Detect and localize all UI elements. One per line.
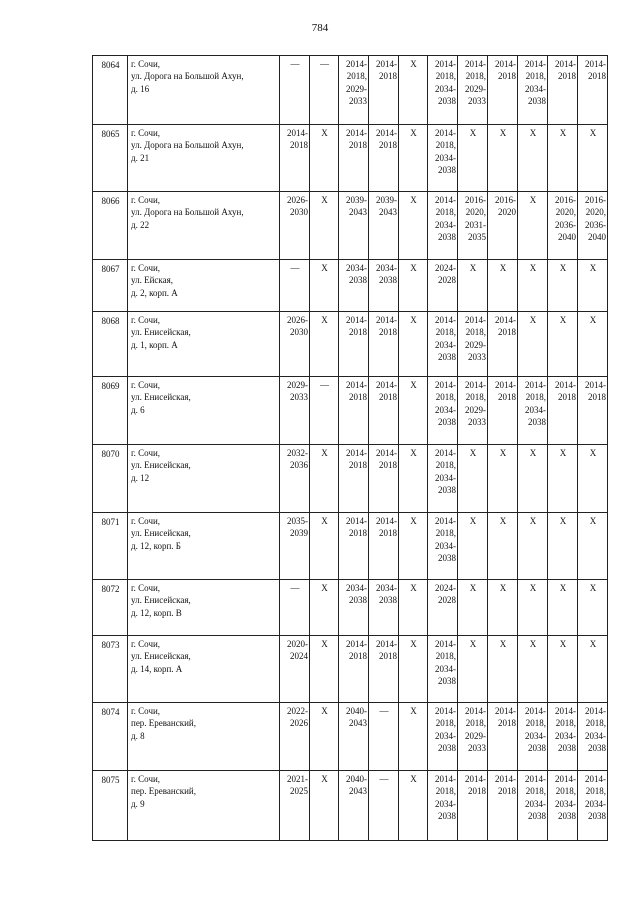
period-cell: Х xyxy=(399,377,428,445)
period-cell: Х xyxy=(458,580,488,636)
address-cell: г. Сочи, ул. Дорога на Большой Ахун, д. 21 xyxy=(128,125,280,192)
period-cell: Х xyxy=(548,125,578,192)
period-cell: 2014- 2018, 2034- 2038 xyxy=(428,636,458,703)
period-cell: Х xyxy=(518,580,548,636)
period-cell: Х xyxy=(399,260,428,312)
row-number-cell: 8069 xyxy=(93,377,128,445)
period-cell: Х xyxy=(518,513,548,580)
housing-repair-table xyxy=(92,55,608,841)
period-cell: 2014- 2018 xyxy=(339,636,369,703)
period-cell: Х xyxy=(578,445,608,513)
period-cell: 2014- 2018 xyxy=(488,703,518,771)
period-cell: 2014- 2018 xyxy=(339,445,369,513)
period-cell: Х xyxy=(399,192,428,260)
period-cell: 2014- 2018 xyxy=(369,312,399,377)
table-row xyxy=(93,125,608,192)
period-cell: 2014- 2018 xyxy=(369,56,399,125)
period-cell: 2034- 2038 xyxy=(369,260,399,312)
period-cell: Х xyxy=(399,703,428,771)
period-cell: Х xyxy=(310,636,339,703)
period-cell: 2014- 2018, 2029- 2033 xyxy=(458,56,488,125)
period-cell: 2014- 2018 xyxy=(458,771,488,841)
row-number-cell: 8073 xyxy=(93,636,128,703)
period-cell: Х xyxy=(399,513,428,580)
period-cell: Х xyxy=(399,312,428,377)
period-cell: Х xyxy=(518,445,548,513)
period-cell: 2014- 2018 xyxy=(369,513,399,580)
period-cell: 2035- 2039 xyxy=(280,513,310,580)
table-row xyxy=(93,703,608,771)
period-cell: — xyxy=(310,377,339,445)
period-cell: Х xyxy=(578,312,608,377)
row-number-cell: 8067 xyxy=(93,260,128,312)
period-cell: 2014- 2018, 2034- 2038 xyxy=(428,56,458,125)
row-number-cell: 8075 xyxy=(93,771,128,841)
period-cell: Х xyxy=(518,192,548,260)
period-cell: Х xyxy=(399,771,428,841)
period-cell: 2014- 2018, 2034- 2038 xyxy=(428,125,458,192)
address-cell: г. Сочи, ул. Ейская, д. 2, корп. А xyxy=(128,260,280,312)
table-row xyxy=(93,260,608,312)
address-cell: г. Сочи, ул. Енисейская, д. 12, корп. Б xyxy=(128,513,280,580)
period-cell: Х xyxy=(548,260,578,312)
period-cell: 2034- 2038 xyxy=(339,260,369,312)
table-row xyxy=(93,580,608,636)
table-row xyxy=(93,377,608,445)
table-row xyxy=(93,56,608,125)
period-cell: 2014- 2018, 2034- 2038 xyxy=(578,771,608,841)
period-cell: 2016- 2020, 2031- 2035 xyxy=(458,192,488,260)
period-cell: Х xyxy=(548,636,578,703)
address-cell: г. Сочи, ул. Енисейская, д. 12, корп. В xyxy=(128,580,280,636)
period-cell: 2014- 2018, 2029- 2033 xyxy=(458,703,488,771)
address-cell: г. Сочи, пер. Ереванский, д. 8 xyxy=(128,703,280,771)
period-cell: — xyxy=(280,260,310,312)
period-cell: 2014- 2018 xyxy=(369,125,399,192)
period-cell: 2014- 2018 xyxy=(369,445,399,513)
row-number-cell: 8070 xyxy=(93,445,128,513)
table-row xyxy=(93,771,608,841)
period-cell: 2014- 2018, 2034- 2038 xyxy=(428,312,458,377)
period-cell: 2014- 2018 xyxy=(578,377,608,445)
table-row xyxy=(93,513,608,580)
period-cell: Х xyxy=(310,125,339,192)
period-cell: 2014- 2018, 2034- 2038 xyxy=(428,445,458,513)
period-cell: Х xyxy=(578,260,608,312)
period-cell: 2021- 2025 xyxy=(280,771,310,841)
period-cell: 2014- 2018 xyxy=(488,312,518,377)
period-cell: 2014- 2018 xyxy=(488,56,518,125)
table-row xyxy=(93,445,608,513)
period-cell: 2014- 2018, 2034- 2038 xyxy=(548,771,578,841)
period-cell: 2014- 2018 xyxy=(369,636,399,703)
period-cell: — xyxy=(280,56,310,125)
period-cell: Х xyxy=(548,445,578,513)
period-cell: 2016- 2020, 2036- 2040 xyxy=(548,192,578,260)
period-cell: 2040- 2043 xyxy=(339,703,369,771)
period-cell: Х xyxy=(310,580,339,636)
period-cell: 2014- 2018, 2029- 2033 xyxy=(458,377,488,445)
period-cell: — xyxy=(369,703,399,771)
period-cell: 2014- 2018, 2034- 2038 xyxy=(518,377,548,445)
period-cell: Х xyxy=(548,513,578,580)
period-cell: 2039- 2043 xyxy=(369,192,399,260)
period-cell: Х xyxy=(399,445,428,513)
period-cell: 2014- 2018 xyxy=(488,377,518,445)
period-cell: 2014- 2018 xyxy=(548,56,578,125)
period-cell: Х xyxy=(488,125,518,192)
period-cell: Х xyxy=(458,513,488,580)
period-cell: 2014- 2018, 2034- 2038 xyxy=(428,192,458,260)
row-number-cell: 8065 xyxy=(93,125,128,192)
period-cell: 2014- 2018, 2034- 2038 xyxy=(428,771,458,841)
row-number-cell: 8074 xyxy=(93,703,128,771)
period-cell: 2014- 2018 xyxy=(488,771,518,841)
period-cell: Х xyxy=(399,580,428,636)
period-cell: 2014- 2018, 2034- 2038 xyxy=(548,703,578,771)
period-cell: 2034- 2038 xyxy=(369,580,399,636)
period-cell: 2040- 2043 xyxy=(339,771,369,841)
table-row xyxy=(93,312,608,377)
period-cell: Х xyxy=(310,771,339,841)
address-cell: г. Сочи, ул. Енисейская, д. 14, корп. А xyxy=(128,636,280,703)
period-cell: Х xyxy=(458,125,488,192)
period-cell: Х xyxy=(399,125,428,192)
period-cell: 2029- 2033 xyxy=(280,377,310,445)
address-cell: г. Сочи, пер. Ереванский, д. 9 xyxy=(128,771,280,841)
period-cell: 2014- 2018 xyxy=(339,312,369,377)
row-number-cell: 8068 xyxy=(93,312,128,377)
period-cell: Х xyxy=(578,580,608,636)
period-cell: Х xyxy=(518,125,548,192)
period-cell: 2034- 2038 xyxy=(339,580,369,636)
period-cell: Х xyxy=(458,260,488,312)
period-cell: Х xyxy=(548,312,578,377)
period-cell: 2014- 2018, 2034- 2038 xyxy=(518,771,548,841)
period-cell: Х xyxy=(518,312,548,377)
period-cell: Х xyxy=(488,636,518,703)
period-cell: 2020- 2024 xyxy=(280,636,310,703)
address-cell: г. Сочи, ул. Дорога на Большой Ахун, д. 22 xyxy=(128,192,280,260)
table-row xyxy=(93,192,608,260)
period-cell: 2026- 2030 xyxy=(280,312,310,377)
period-cell: — xyxy=(369,771,399,841)
period-cell: Х xyxy=(578,125,608,192)
period-cell: 2014- 2018 xyxy=(339,513,369,580)
period-cell: 2014- 2018, 2029- 2033 xyxy=(458,312,488,377)
period-cell: Х xyxy=(518,636,548,703)
period-cell: Х xyxy=(310,703,339,771)
period-cell: Х xyxy=(310,513,339,580)
period-cell: Х xyxy=(458,636,488,703)
period-cell: 2014- 2018, 2034- 2038 xyxy=(518,56,548,125)
period-cell: 2014- 2018 xyxy=(369,377,399,445)
page-number: 784 xyxy=(311,22,329,34)
period-cell: Х xyxy=(548,580,578,636)
period-cell: 2016- 2020 xyxy=(488,192,518,260)
period-cell: 2014- 2018 xyxy=(548,377,578,445)
period-cell: Х xyxy=(458,445,488,513)
address-cell: г. Сочи, ул. Енисейская, д. 12 xyxy=(128,445,280,513)
period-cell: Х xyxy=(488,260,518,312)
period-cell: 2024- 2028 xyxy=(428,580,458,636)
period-cell: Х xyxy=(488,445,518,513)
period-cell: Х xyxy=(578,636,608,703)
period-cell: — xyxy=(310,56,339,125)
period-cell: 2032- 2036 xyxy=(280,445,310,513)
row-number-cell: 8066 xyxy=(93,192,128,260)
row-number-cell: 8064 xyxy=(93,56,128,125)
period-cell: Х xyxy=(399,636,428,703)
period-cell: 2014- 2018, 2029- 2033 xyxy=(339,56,369,125)
period-cell: Х xyxy=(518,260,548,312)
period-cell: 2039- 2043 xyxy=(339,192,369,260)
period-cell: 2016- 2020, 2036- 2040 xyxy=(578,192,608,260)
period-cell: 2014- 2018, 2034- 2038 xyxy=(578,703,608,771)
period-cell: Х xyxy=(399,56,428,125)
period-cell: 2014- 2018, 2034- 2038 xyxy=(428,703,458,771)
period-cell: 2014- 2018, 2034- 2038 xyxy=(428,377,458,445)
period-cell: 2014- 2018 xyxy=(280,125,310,192)
period-cell: 2024- 2028 xyxy=(428,260,458,312)
row-number-cell: 8072 xyxy=(93,580,128,636)
period-cell: Х xyxy=(310,192,339,260)
row-number-cell: 8071 xyxy=(93,513,128,580)
period-cell: 2014- 2018, 2034- 2038 xyxy=(518,703,548,771)
period-cell: Х xyxy=(310,312,339,377)
period-cell: 2022- 2026 xyxy=(280,703,310,771)
period-cell: Х xyxy=(578,513,608,580)
period-cell: 2026- 2030 xyxy=(280,192,310,260)
period-cell: Х xyxy=(488,580,518,636)
period-cell: 2014- 2018 xyxy=(578,56,608,125)
period-cell: 2014- 2018, 2034- 2038 xyxy=(428,513,458,580)
table-row xyxy=(93,636,608,703)
period-cell: — xyxy=(280,580,310,636)
period-cell: Х xyxy=(310,260,339,312)
address-cell: г. Сочи, ул. Дорога на Большой Ахун, д. 16 xyxy=(128,56,280,125)
address-cell: г. Сочи, ул. Енисейская, д. 6 xyxy=(128,377,280,445)
period-cell: 2014- 2018 xyxy=(339,377,369,445)
address-cell: г. Сочи, ул. Енисейская, д. 1, корп. А xyxy=(128,312,280,377)
period-cell: Х xyxy=(310,445,339,513)
period-cell: 2014- 2018 xyxy=(339,125,369,192)
period-cell: Х xyxy=(488,513,518,580)
